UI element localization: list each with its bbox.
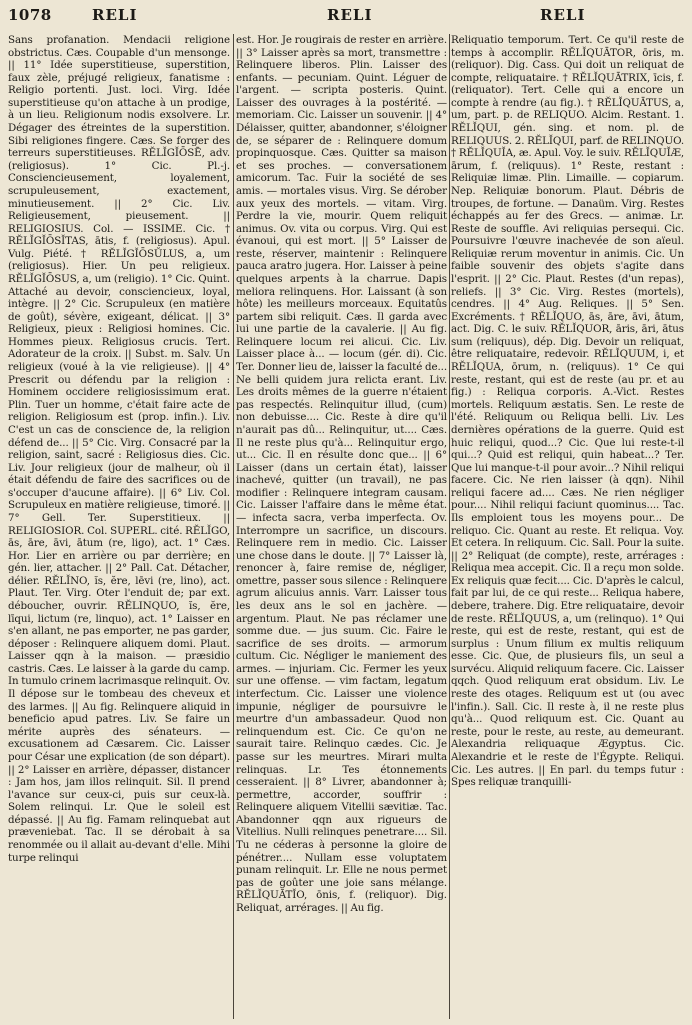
column-text: est. Hor. Je rougirais de rester en arrière. || 3° Laisser après sa mort, transmettre : Relinquere liberos. Plin. Laisser des enfants. — pecuniam. Quint. Léguer de l'argent. — scripta posteris. Quint. Laisser des ouvrages à la postérité. — memoriam. Cic. Laisser un souvenir. || 4° Délaisser, quitter, abandonner, s'éloigner de, se séparer de : Relinquere domum propinquosque. Cæs. Quitter sa maison et ses proches. — conversationem amicorum. Tac. Fuir la société de ses amis. — mortales visus. Virg. Se dérober aux yeux des mortels. — vitam. Virg. Perdre la vie, mourir. Quem reliquit animus. Ov. vita ou corpus. Virg. Qui est évanoui, qui est mort. || 5° Laisser de reste, réserver, maintenir : Relinquere pauca aratro jugera. Hor. Laisser à peine quelques arpents à la charrue. Dapis meliora relinquens. Hor. Laissant (à son hôte) les meilleurs morceaux. Equitatûs partem sibi reliquit. Cæs. Il garda avec lui une partie de la cavalerie. || Au fig. Relinquere locum rei alicui. Cic. Liv. Laisser place à... — locum (gér. di). Cic. Ter. Donner lieu de, laisser la faculté de... Ne belli quidem jura relicta erant. Liv. Les droits mêmes de la guerre n'étaient pas respectés. Relinquitur illud, (cum) non debuisse.... Cic. Reste à dire qu'il n'aurait pas dû... Relinquitur, ut.... Cæs. Il ne reste plus qu'à... Relinquitur ergo, ut... Cic. Il en résulte donc que... || 6° Laisser (dans un certain état), laisser inachevé, quitter (un travail), ne pas modifier : Relinquere integram causam. Cic. Laisser l'affaire dans le même état. — infecta sacra, verba imperfecta. Ov. Interrompre un sacrifice, un discours. Relinquere rem in medio. Cic. Laisser une chose dans le doute. || 7° Laisser là, renoncer à, faire remise de, négliger, omettre, passer sous silence : Relinquere agrum alicuius annis. Varr. Laisser tous les deux ans le sol en jachère. — argentum. Plaut. Ne pas réclamer une somme due. — jus suum. Cic. Faire le sacrifice de ses droits. — armorum cultum. Cic. Négliger le maniement des armes. — injuriam. Cic. Fermer les yeux sur une offense. — vim factam, legatum interfectum. Cic. Laisser une violence impunie, négliger de poursuivre le meurtre d'un ambassadeur. Quod non relinquendum est. Cic. Ce qu'on ne saurait taire. Relinquo cædes. Cic. Je passe sur les meurtres. Mirari multa relinquas. Lr. Tes étonnements cesseraient. || 8° Livrer, abandonner à; permettre, accorder, souffrir : Relinquere aliquem Vitellii sævitiæ. Tac. Abandonner qqn aux rigueurs de Vitellius. Nulli relinques penetrare.... Sil. Tu ne céderas à personne la gloire de pénétrer.... Nullam esse voluptatem punam relinquit. Lr. Elle ne nous permet pas de goûter une joie sans mélange. RĔLĬQUĀTĬO, ōnis, f. (reliquor). Dig. Reliquat, arrérages. || Au fig. — [236, 34, 447, 914]
column-left — [8, 34, 230, 1019]
column-divider — [449, 34, 450, 1019]
page-number: 1078 — [8, 6, 52, 24]
column-text: Reliquatio temporum. Tert. Ce qu'il reste de temps à accomplir. RĔLĬQUĀTOR, ōris, m. (reliquor). Dig. Cass. Qui doit un reliquat de compte, reliquataire. † RĔLĬQUĀTRIX, īcis, f. (reliquator). Tert. Celle qui a encore un compte à rendre (au fig.). † RĔLĬQUĀTUS, a, um, part. p. de RELIQUO. Alcim. Restant. 1. RĔLĬQUI, gén. sing. et nom. pl. de RELIQUUS. 2. RĔLĬQUI, parf. de RELINQUO. † RĔLĬQUĬA, æ. Apul. Voy. le suiv. RĔLĬQUĬÆ, ārum, f. (reliquus). 1° Reste, restant : Reliquiæ limæ. Plin. Limaille. — copiarum. Nep. Reliquiæ bonorum. Plaut. Débris de troupes, de fortune. — Danaüm. Virg. Restes échappés au fer des Grecs. — animæ. Lr. Reste de souffle. Avi reliquias persequi. Cic. Poursuivre l'œuvre inachevée de son aïeul. Reliquiæ rerum moventur in animis. Cic. Un faible souvenir des objets s'agite dans l'esprit. || 2° Cic. Plaut. Restes (d'un repas), reliefs. || 3° Cic. Virg. Restes (mortels), cendres. || 4° Aug. Reliques. || 5° Sen. Excréments. † RĔLĬQUO, ās, āre, āvi, ātum, act. Dig. C. le suiv. RĔLĬQUOR, āris, āri, ātus sum (reliquus), dép. Dig. Devoir un reliquat, être reliquataire, redevoir. RĔLĬQUUM, i, et RĔLĬQUA, ōrum, n. (reliquus). 1° Ce qui reste, restant, qui est de reste (au pr. et au fig.) : Reliqua corporis. A.-Vict. Restes mortels. Reliquum æstatis. Sen. Le reste de l'été. Reliquum ou Reliqua belli. Liv. Les dernières opérations de la guerre. Quid est huic reliqui, quod...? Cic. Que lui reste-t-il qui...? Quid est reliqui, quin habeat...? Ter. Que lui manque-t-il pour avoir...? Nihil reliqui facere. Cic. Ne rien laisser (à qqn). Nihil reliqui facere ad.... Cæs. Ne rien négliger pour.... Nihil reliqui faciunt quominus.... Tac. Ils emploient tous les moyens pour... De reliquo. Cic. Quant au reste. Et reliqua. Voy. Et cetera. In reliquum. Cic. Sall. Pour la suite. || 2° Reliquat (de compte), reste, arrérages : Reliqua mea accepit. Cic. Il a reçu mon solde. Ex reliquis quæ fecit.... Cic. D'après le calcul, fait par lui, de ce qui reste... Reliqua habere, debere, trahere. Dig. Etre reliquataire, devoir de reste. RĔLĬQUUS, a, um (relinquo). 1° Qui reste, qui est de reste, restant, qui est de surplus : Unum filium ex multis reliquum esse. Cic. Que, de plusieurs fils, un seul a survécu. Aliquid reliquum facere. Cic. Laisser qqch. Quod reliquum erat obsidum. Liv. Le reste des otages. Reliquum est ut (ou avec l'infin.). Sall. Cic. Il reste à, il ne reste plus qu'à... Quod reliquum est. Cic. Quant au reste, pour le reste, au reste, au demeurant. Alexandria reliquaque Ægyptus. Cic. Alexandrie et le reste de l'Égypte. Reliqui. Cic. Les autres. || En parl. du temps futur : Spes reliquæ tranquilli- — [451, 34, 684, 789]
page-header — [0, 2, 692, 30]
column-middle — [236, 34, 447, 1019]
running-headword-right: RELI — [540, 6, 586, 24]
running-headword-left: RELI — [92, 6, 138, 24]
column-divider — [233, 34, 234, 1019]
running-headword-center: RELI — [327, 6, 373, 24]
column-text: Sans profanation. Mendacii religione obstrictus. Cæs. Coupable d'un mensonge. || 11° Idée superstitieuse, superstition, faux zèle, préjugé religieux, fanatisme : Religio portenti. Just. loci. Virg. Idée superstitieuse qu'on attache à un prodige, à un lieu. Religionum nodis exsolvere. Lr. Dégager des étreintes de la superstition. Sibi religiones fingere. Cæs. Se forger des terreurs superstitieuses. RĔLĬGĬŌSĒ, adv. (religiosus). 1° Cic. Pl.-j. Consciencieusement, loyalement, scrupuleusement, exactement, minutieusement. || 2° Cic. Liv. Religieusement, pieusement. || RELIGIOSIUS. Col. — ISSIME. Cic. † RĔLĬGĬŌSĬTAS, ātis, f. (religiosus). Apul. Vulg. Piété. † RĔLĬGĬŌSŬLUS, a, um (religiosus). Hier. Un peu religieux. RĔLĬGĬŌSUS, a, um (religio). 1° Cic. Quint. Attaché au devoir, consciencieux, loyal, intègre. || 2° Cic. Scrupuleux (en matière de goût), sévère, exigeant, délicat. || 3° Religieux, pieux : Religiosi homines. Cic. Hommes pieux. Religiosus crucis. Tert. Adorateur de la croix. || Subst. m. Salv. Un religieux (voué à la vie religieuse). || 4° Prescrit ou défendu par la religion : Hominem occidere religiosissimum erat. Plin. Tuer un homme, c'était faire acte de religion. Religiosum est (prop. infin.). Liv. C'est un cas de conscience de, la religion défend de... || 5° Cic. Virg. Consacré par la religion, saint, sacré : Religiosus dies. Cic. Liv. Jour religieux (jour de malheur, où il était défendu de faire des sacrifices ou de s'occuper d'aucune affaire). || 6° Liv. Col. Scrupuleux en matière religieuse, timoré. || 7° Gell. Ter. Superstitieux. || RELIGIOSIOR. Col. SUPERL. cité. RĔLĬGO, ās, āre, āvi, ātum (re, ligo), act. 1° Cæs. Hor. Lier en arrière ou par derrière; en gén. lier, attacher. || 2° Pall. Cat. Détacher, délier. RĔLĬNO, ĭs, ĕre, lēvi (re, lino), act. Plaut. Ter. Virg. Oter l'enduit de; par ext. déboucher, ouvrir. RĔLINQUO, ĭs, ĕre, līqui, lictum (re, linquo), act. 1° Laisser en s'en allant, ne pas emporter, ne pas garder, déposer : Relinquere aliquem domi. Plaut. Laisser qqn à la maison. — præsidio castris. Cæs. Le laisser à la garde du camp. In tumulo crinem lacrimasque relinquit. Ov. Il dépose sur le tombeau des cheveux et des larmes. || Au fig. Relinquere aliquid in beneficio apud patres. Liv. Se faire un mérite auprès des sénateurs. — excusationem ad Cæsarem. Cic. Laisser pour César une explication (de son départ). || 2° Laisser en arrière, dépasser, distancer : Jam hos, jam illos relinquit. Sil. Il prend l'avance sur ceux-ci, puis sur ceux-là. Solem relinqui. Lr. Que le soleil est dépassé. || Au fig. Famam relinquebat aut præveniebat. Tac. Il se dérobait à sa renommée ou il allait au-devant d'elle. Mihi turpe relinqui — [8, 34, 230, 864]
column-right — [451, 34, 684, 1019]
